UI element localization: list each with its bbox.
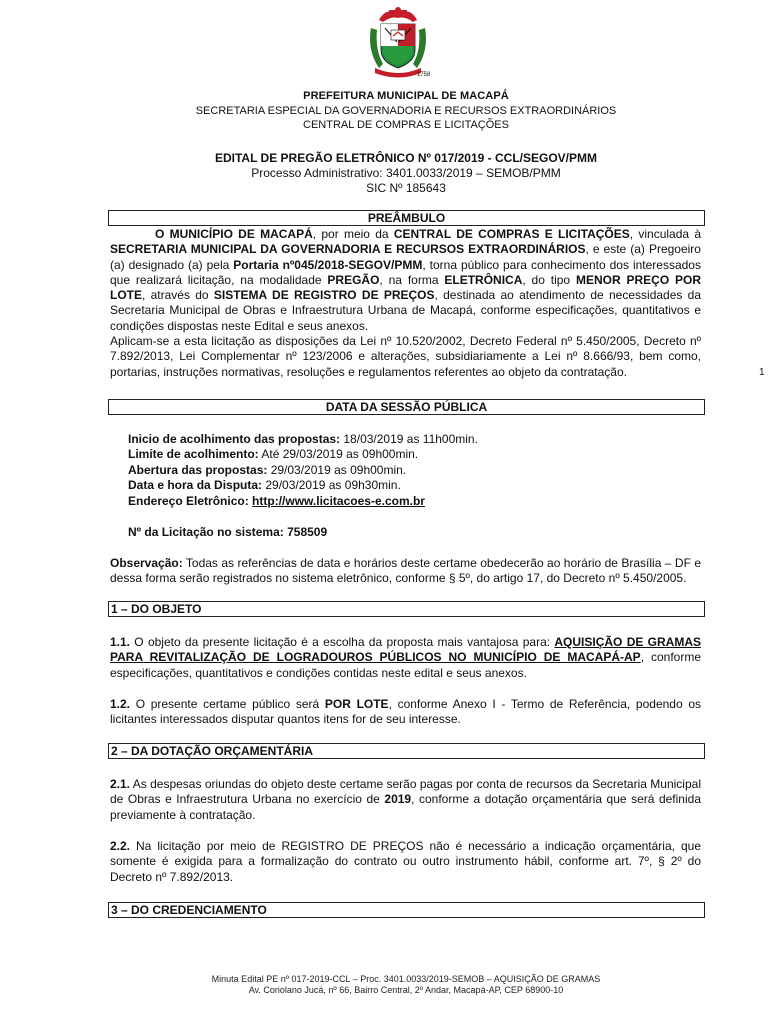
- paragraph-1-1: 1.1. O objeto da presente licitação é a escolha da proposta mais vantajosa para: AQUISIÇÃO DE GRAMAS PARA REVITALIZAÇÃO DE LOGRADOUROS PÚBLICOS NO MUNICÍPIO DE MACAPÁ-AP, conforme especificações, quantitativos e condições contidas neste edital e seus anexos.: [110, 635, 701, 680]
- preambulo-paragraph: [110, 227, 701, 380]
- preambulo-p2: Aplicam-se a esta licitação as disposições da Lei nº 10.520/2002, Decreto Federal nº 5.450/2005, Decreto nº 7.892/2013, Lei Complementar nº 123/2006 e alterações, subsidiariamente a Lei nº 8.666/93, bem como, portarias, instruções normativas, resoluções e regulamentos referentes ao objeto da contratação.: [110, 334, 701, 379]
- department-line-2: CENTRAL DE COMPRAS E LICITAÇÕES: [303, 119, 509, 131]
- paragraph-1-2: 1.2. O presente certame público será POR LOTE, conforme Anexo I - Termo de Referência, podendo os licitantes interessados disputar quantos itens for de seu interesse.: [110, 697, 701, 727]
- licitacao-number: Nº da Licitação no sistema: 758509: [128, 525, 328, 539]
- schedule-row: Limite de acolhimento: Até 29/03/2019 as 09h00min.: [128, 447, 419, 462]
- observation: Observação: Todas as referências de data e horários deste certame obedecerão ao horário de Brasília – DF e dessa forma serão registrados no sistema eletrônico, conforme § 5º, do artigo 17, do Decreto nº 5.450/2005.: [110, 556, 701, 586]
- department-line-1: SECRETARIA ESPECIAL DA GOVERNADORIA E RECURSOS EXTRAORDINÁRIOS: [195, 105, 617, 117]
- org-name: PREFEITURA MUNICIPAL DE MACAPÁ: [303, 90, 509, 102]
- sic-number: SIC Nº 185643: [366, 181, 446, 195]
- preambulo-p1: O MUNICÍPIO DE MACAPÁ, por meio da CENTRAL DE COMPRAS E LICITAÇÕES, vinculada à SECRETARIA MUNICIPAL DA GOVERNADORIA E RECURSOS EXTRAORDINÁRIOS, e este (a) Pregoeiro (a) designado (a) pela Portaria nº045/2018-SEGOV/PMM, torna público para conhecimento dos interessados que realizará licitação, na modalidade PREGÃO, na forma ELETRÔNICA, do tipo MENOR PREÇO POR LOTE, através do SISTEMA DE REGISTRO DE PREÇOS, destinada ao atendimento de necessidades da Secretaria Municipal de Obras e Infraestrutura Urbana de Macapá, conforme especificações, quantitativos e condições dispostas neste Edital e seus anexos.: [110, 227, 702, 333]
- schedule-row: Inicio de acolhimento das propostas: 18/03/2019 as 11h00min.: [128, 432, 478, 446]
- schedule-row: Data e hora da Disputa: 29/03/2019 as 09h30min.: [128, 478, 401, 493]
- coat-of-arms-logo: [365, 6, 431, 80]
- logo-year: 1758: [417, 72, 431, 78]
- document-title: EDITAL DE PREGÃO ELETRÔNICO Nº 017/2019 - CCL/SEGOV/PMM: [214, 151, 597, 165]
- paragraph-2-1: 2.1. As despesas oriundas do objeto deste certame serão pagas por conta de recursos da Secretaria Municipal de Obras e Infraestrutura Urbana no exercício de 2019, conforme a dotação orçamentária que será definida previamente à contratação.: [110, 777, 701, 822]
- schedule-row: Endereço Eletrônico: http://www.licitacoes-e.com.br: [128, 493, 425, 508]
- section-heading-sessao: DATA DA SESSÃO PÚBLICA: [108, 399, 705, 415]
- section-heading-preambulo: PREÂMBULO: [108, 210, 705, 226]
- page-number: 1: [759, 367, 765, 378]
- section-heading-credenciamento: 3 – DO CREDENCIAMENTO: [108, 902, 705, 918]
- paragraph-2-2: 2.2. Na licitação por meio de REGISTRO DE PREÇOS não é necessário a indicação orçamentária, que somente é exigida para a formalização do contrato ou outro instrumento hábil, conforme art. 7º, § 2º do Decreto nº 7.892/2013.: [110, 839, 701, 884]
- website-link[interactable]: http://www.licitacoes-e.com.br: [252, 493, 425, 508]
- section-heading-dotacao: 2 – DA DOTAÇÃO ORÇAMENTÁRIA: [108, 743, 705, 759]
- schedule-row: Abertura das propostas: 29/03/2019 as 09h00min.: [128, 462, 407, 477]
- session-schedule: [128, 432, 478, 509]
- footer-line-2: Av. Coriolano Jucá, nº 66, Bairro Central, 2º Andar, Macapá-AP, CEP 68900-10: [248, 985, 564, 995]
- process-number: Processo Administrativo: 3401.0033/2019 – SEMOB/PMM: [251, 166, 561, 180]
- footer-line-1: Minuta Edital PE nº 017-2019-CCL – Proc. 3401.0033/2019-SEMOB – AQUISIÇÃO DE GRAMAS: [211, 974, 601, 984]
- section-heading-objeto: 1 – DO OBJETO: [108, 601, 705, 617]
